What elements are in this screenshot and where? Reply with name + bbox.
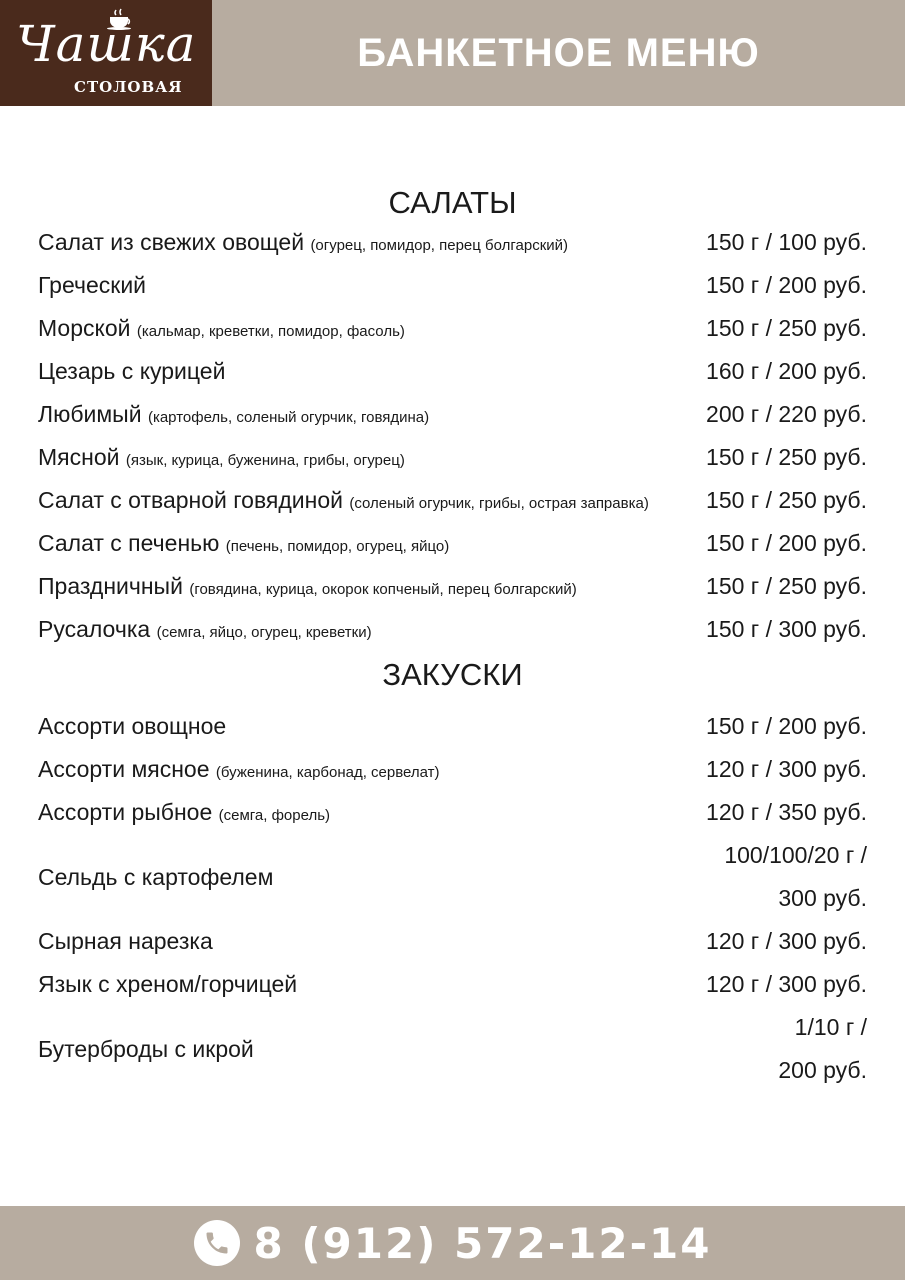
- item-price-line1: 100/100/20 г /: [724, 842, 867, 868]
- item-name: Ассорти мясное: [38, 756, 210, 782]
- item-name: Салат с печенью: [38, 530, 220, 556]
- item-price-line2: 200 руб.: [778, 1057, 867, 1083]
- item-name: Мясной: [38, 444, 120, 470]
- menu-item: [38, 963, 867, 1006]
- header: [0, 0, 905, 106]
- item-name: Сельдь с картофелем: [38, 864, 274, 890]
- menu-item: [38, 705, 867, 748]
- page-title: БАНКЕТНОЕ МЕНЮ: [357, 31, 760, 75]
- item-price: 150 г / 300 руб.: [706, 616, 867, 642]
- item-price-line2: 300 руб.: [778, 885, 867, 911]
- item-price: 150 г / 200 руб.: [706, 530, 867, 556]
- section-title-salads: САЛАТЫ: [388, 185, 517, 220]
- item-price: 120 г / 350 руб.: [706, 799, 867, 825]
- item-name: Ассорти рыбное: [38, 799, 213, 825]
- item-price: 150 г / 250 руб.: [706, 573, 867, 599]
- phone-contact[interactable]: [0, 1206, 905, 1280]
- item-name: Язык с хреном/горчицей: [38, 971, 298, 997]
- item-price: 120 г / 300 руб.: [706, 971, 867, 997]
- item-price: 150 г / 200 руб.: [706, 713, 867, 739]
- item-note: (буженина, карбонад, сервелат): [215, 764, 440, 781]
- item-price: 160 г / 200 руб.: [706, 358, 867, 384]
- item-note: (кальмар, креветки, помидор, фасоль): [136, 323, 405, 340]
- menu-item: [38, 221, 867, 264]
- item-name: Салат с отварной говядиной: [38, 487, 343, 513]
- menu-item: [38, 1006, 867, 1092]
- item-name: Любимый: [38, 401, 142, 427]
- footer: [0, 1206, 905, 1280]
- item-price: 150 г / 250 руб.: [706, 487, 867, 513]
- menu-item: [38, 565, 867, 608]
- item-price: 150 г / 200 руб.: [706, 272, 867, 298]
- item-name: Бутерброды с икрой: [38, 1036, 254, 1062]
- menu-item: [38, 920, 867, 963]
- menu-item: [38, 350, 867, 393]
- item-note: (печень, помидор, огурец, яйцо): [225, 538, 450, 555]
- item-name: Греческий: [38, 272, 147, 298]
- item-price: 200 г / 220 руб.: [706, 401, 867, 427]
- menu-item: [38, 393, 867, 436]
- menu-item: [38, 307, 867, 350]
- section-title-snacks: ЗАКУСКИ: [382, 657, 523, 692]
- item-note: (семга, форель): [218, 807, 331, 824]
- item-price: [724, 834, 867, 920]
- menu-item: [38, 436, 867, 479]
- item-note: (соленый огурчик, грибы, острая заправка): [349, 495, 649, 512]
- item-price: 120 г / 300 руб.: [706, 928, 867, 954]
- item-note: (говядина, курица, окорок копченый, перец болгарский): [189, 581, 577, 598]
- phone-icon: [194, 1220, 240, 1266]
- item-price: 150 г / 250 руб.: [706, 444, 867, 470]
- item-name: Праздничный: [38, 573, 183, 599]
- item-name: Салат из свежих овощей: [38, 229, 305, 255]
- menu-item: [38, 264, 867, 307]
- item-name: Ассорти овощное: [38, 713, 227, 739]
- item-name: Сырная нарезка: [38, 928, 213, 954]
- phone-number[interactable]: 8 (912) 572-12-14: [253, 1218, 712, 1268]
- item-price-line1: 1/10 г /: [794, 1014, 867, 1040]
- item-name: Морской: [38, 315, 131, 341]
- item-name: Цезарь с курицей: [38, 358, 226, 384]
- item-price: [778, 1006, 867, 1092]
- item-note: (огурец, помидор, перец болгарский): [310, 237, 569, 254]
- menu-item: [38, 834, 867, 920]
- item-note: (язык, курица, буженина, грибы, огурец): [125, 452, 405, 469]
- item-note: (семга, яйцо, огурец, креветки): [156, 624, 372, 641]
- item-name: Русалочка: [38, 616, 151, 642]
- item-note: (картофель, соленый огурчик, говядина): [147, 409, 430, 426]
- menu-item: [38, 522, 867, 565]
- item-price: 120 г / 300 руб.: [706, 756, 867, 782]
- menu-item: [38, 479, 867, 522]
- logo: [0, 0, 212, 106]
- logo-subtitle: СТОЛОВАЯ: [74, 78, 183, 96]
- menu-item: [38, 748, 867, 791]
- item-price: 150 г / 250 руб.: [706, 315, 867, 341]
- logo-script: Чашка: [16, 15, 197, 73]
- item-price: 150 г / 100 руб.: [706, 229, 867, 255]
- menu-item: [38, 791, 867, 834]
- menu-item: [38, 608, 867, 651]
